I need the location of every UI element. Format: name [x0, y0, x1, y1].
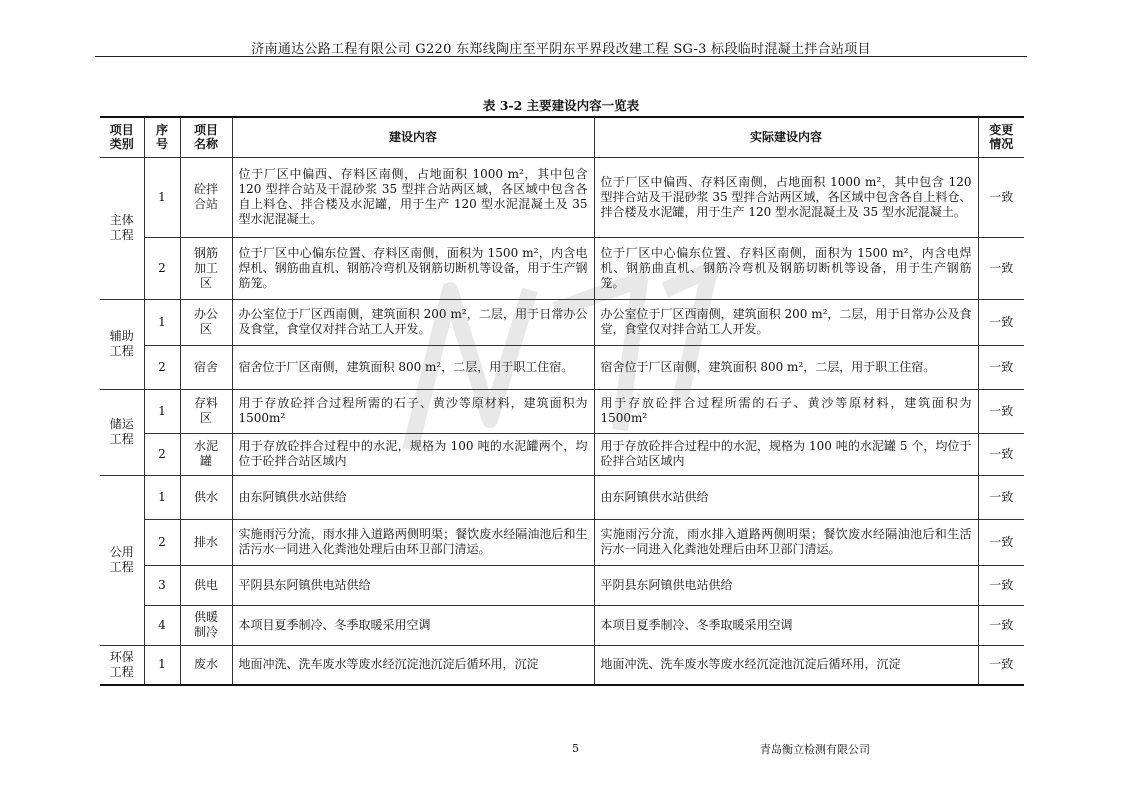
seq-cell: 2 — [144, 433, 180, 475]
header-actual: 实际建设内容 — [594, 117, 978, 157]
planned-cell: 办公室位于厂区西南侧，建筑面积 200 m²，二层，用于日常办公及食堂，食堂仅对拌合站工人开发。 — [232, 299, 594, 345]
status-cell: 一致 — [978, 519, 1024, 565]
status-cell: 一致 — [978, 157, 1024, 237]
status-cell: 一致 — [978, 299, 1024, 345]
actual-cell: 用于存放砼拌合过程中的水泥，规格为 100 吨的水泥罐 5 个，均位于砼拌合站区域内 — [594, 433, 978, 475]
name-cell: 供暖 制冷 — [180, 605, 232, 645]
page-number: 5 — [572, 742, 579, 755]
status-cell: 一致 — [978, 433, 1024, 475]
table-row — [100, 645, 1024, 685]
actual-cell: 由东阿镇供水站供给 — [594, 475, 978, 519]
table-header-row — [100, 117, 1024, 157]
actual-cell: 位于厂区中偏西、存料区南侧，占地面积 1000 m²，其中包含 120 型拌合站及干混砂浆 35 型拌合站两区域，各区域中包含各自上料仓、拌合楼及水泥罐，用于生产 120 型水泥混凝土及 35 型水泥混凝土。 — [594, 157, 978, 237]
planned-cell: 位于厂区中偏西、存料区南侧，占地面积 1000 m²，其中包含 120 型拌合站及干混砂浆 35 型拌合站两区域，各区域中包含各自上料仓、拌合楼及水泥罐，用于生产 120 型水泥混凝土及 35 型水泥混凝土。 — [232, 157, 594, 237]
category-cell: 辅助 工程 — [100, 299, 144, 389]
actual-cell: 实施雨污分流，雨水排入道路两侧明渠；餐饮废水经隔油池后和生活污水一同进入化粪池处理后由环卫部门清运。 — [594, 519, 978, 565]
actual-cell: 本项目夏季制冷、冬季取暖采用空调 — [594, 605, 978, 645]
table-row — [100, 389, 1024, 433]
planned-cell: 宿舍位于厂区南侧，建筑面积 800 m²，二层，用于职工住宿。 — [232, 345, 594, 389]
name-cell: 供水 — [180, 475, 232, 519]
table-row — [100, 237, 1024, 299]
seq-cell: 1 — [144, 299, 180, 345]
seq-cell: 4 — [144, 605, 180, 645]
seq-cell: 2 — [144, 237, 180, 299]
name-cell: 水泥 罐 — [180, 433, 232, 475]
status-cell: 一致 — [978, 389, 1024, 433]
header-divider — [95, 56, 1027, 57]
actual-cell: 用于存放砼拌合过程所需的石子、黄沙等原材料，建筑面积为 1500m² — [594, 389, 978, 433]
table-row — [100, 299, 1024, 345]
seq-cell: 1 — [144, 157, 180, 237]
table-row — [100, 565, 1024, 605]
name-cell: 排水 — [180, 519, 232, 565]
planned-cell: 平阴县东阿镇供电站供给 — [232, 565, 594, 605]
table-row — [100, 605, 1024, 645]
actual-cell: 办公室位于厂区西南侧，建筑面积 200 m²，二层，用于日常办公及食堂，食堂仅对拌合站工人开发。 — [594, 299, 978, 345]
status-cell: 一致 — [978, 475, 1024, 519]
header-planned: 建设内容 — [232, 117, 594, 157]
name-cell: 废水 — [180, 645, 232, 685]
table-row — [100, 345, 1024, 389]
header-category: 项目 类别 — [100, 117, 144, 157]
category-cell: 储运 工程 — [100, 389, 144, 475]
document-header: 济南通达公路工程有限公司 G220 东郑线陶庄至平阴东平界段改建工程 SG-3 标段临时混凝土拌合站项目 — [251, 42, 871, 57]
name-cell: 钢筋 加工 区 — [180, 237, 232, 299]
table-row — [100, 519, 1024, 565]
seq-cell: 1 — [144, 389, 180, 433]
name-cell: 存料 区 — [180, 389, 232, 433]
actual-cell: 位于厂区中心偏东位置、存料区南侧，面积为 1500 m²，内含电焊机、钢筋曲直机、钢筋冷弯机及钢筋切断机等设备，用于生产钢筋笼。 — [594, 237, 978, 299]
table-row — [100, 475, 1024, 519]
table-row — [100, 433, 1024, 475]
name-cell: 办公 区 — [180, 299, 232, 345]
header-status: 变更 情况 — [978, 117, 1024, 157]
planned-cell: 由东阿镇供水站供给 — [232, 475, 594, 519]
header-seq: 序 号 — [144, 117, 180, 157]
table-row — [100, 157, 1024, 237]
actual-cell: 平阴县东阿镇供电站供给 — [594, 565, 978, 605]
planned-cell: 位于厂区中心偏东位置、存料区南侧，面积为 1500 m²，内含电焊机、钢筋曲直机、钢筋冷弯机及钢筋切断机等设备，用于生产钢筋笼。 — [232, 237, 594, 299]
name-cell: 宿舍 — [180, 345, 232, 389]
actual-cell: 宿舍位于厂区南侧，建筑面积 800 m²，二层，用于职工住宿。 — [594, 345, 978, 389]
seq-cell: 1 — [144, 475, 180, 519]
footer-organization: 青岛衡立检测有限公司 — [760, 743, 870, 756]
planned-cell: 用于存放砼拌合过程所需的石子、黄沙等原材料，建筑面积为 1500m² — [232, 389, 594, 433]
status-cell: 一致 — [978, 345, 1024, 389]
status-cell: 一致 — [978, 645, 1024, 685]
table-caption: 表 3-2 主要建设内容一览表 — [482, 98, 640, 113]
name-cell: 供电 — [180, 565, 232, 605]
actual-cell: 地面冲洗、洗车废水等废水经沉淀池沉淀后循环用，沉淀 — [594, 645, 978, 685]
status-cell: 一致 — [978, 237, 1024, 299]
seq-cell: 2 — [144, 345, 180, 389]
seq-cell: 1 — [144, 645, 180, 685]
planned-cell: 地面冲洗、洗车废水等废水经沉淀池沉淀后循环用，沉淀 — [232, 645, 594, 685]
seq-cell: 3 — [144, 565, 180, 605]
planned-cell: 实施雨污分流，雨水排入道路两侧明渠；餐饮废水经隔油池后和生活污水一同进入化粪池处理后由环卫部门清运。 — [232, 519, 594, 565]
category-cell: 公用 工程 — [100, 475, 144, 645]
status-cell: 一致 — [978, 565, 1024, 605]
name-cell: 砼拌 合站 — [180, 157, 232, 237]
seq-cell: 2 — [144, 519, 180, 565]
header-name: 项目 名称 — [180, 117, 232, 157]
status-cell: 一致 — [978, 605, 1024, 645]
planned-cell: 用于存放砼拌合过程中的水泥，规格为 100 吨的水泥罐两个，均位于砼拌合站区域内 — [232, 433, 594, 475]
construction-content-table — [100, 116, 1024, 686]
planned-cell: 本项目夏季制冷、冬季取暖采用空调 — [232, 605, 594, 645]
category-cell: 主体 工程 — [100, 157, 144, 299]
category-cell: 环保 工程 — [100, 645, 144, 685]
